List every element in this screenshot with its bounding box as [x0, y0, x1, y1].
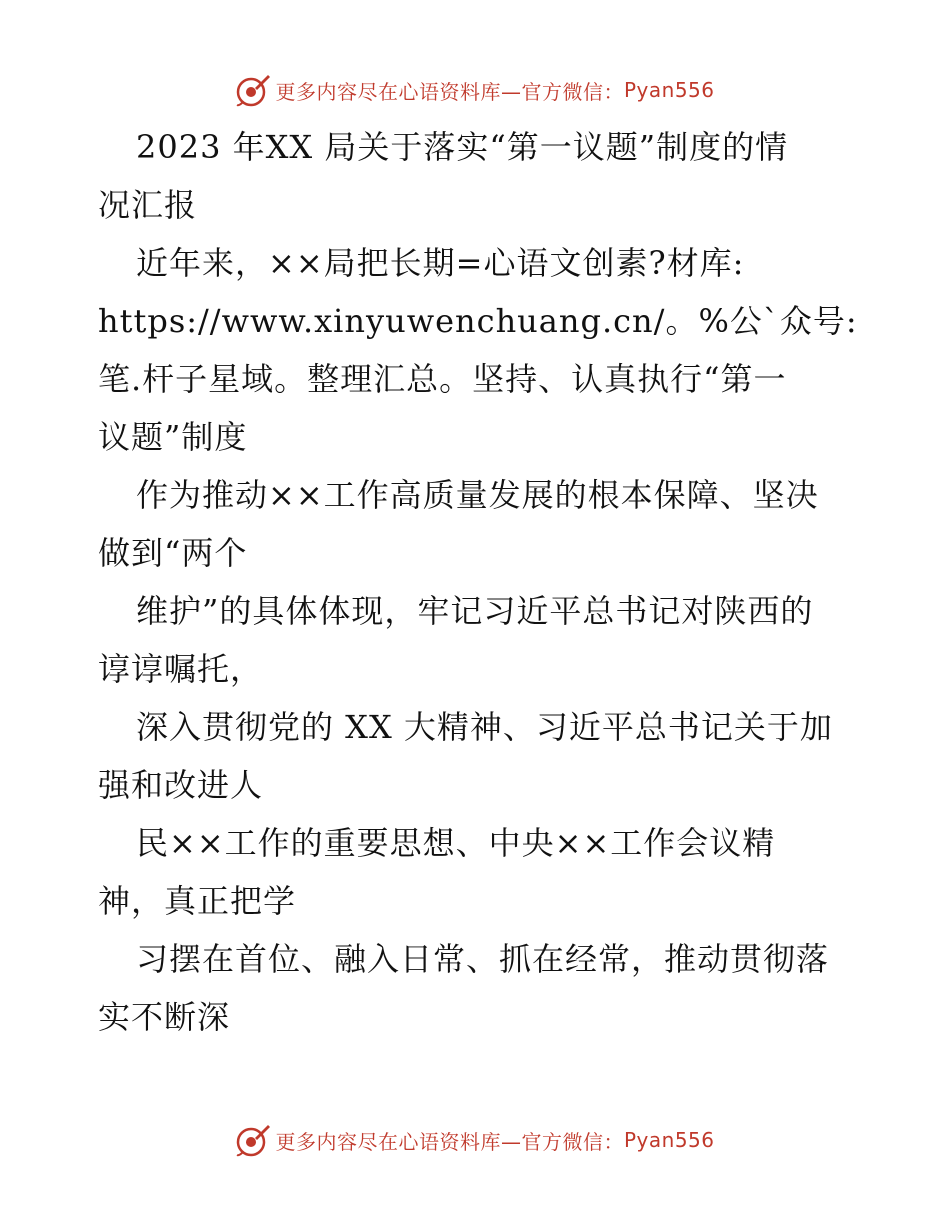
text-line: 谆谆嘱托，	[98, 650, 264, 688]
text-line: 议题”制度	[98, 418, 248, 456]
text-line: 况汇报	[98, 186, 198, 224]
footer-watermark	[0, 1120, 950, 1160]
pen-logo-icon	[235, 1122, 271, 1158]
text-line: 2023 年XX 局关于落实“第一议题”制度的情	[136, 128, 789, 166]
text-line: 笔.杆子星域。整理汇总。坚持、认真执行“第一	[98, 360, 787, 398]
text-line: 作为推动××工作高质量发展的根本保障、坚决	[136, 476, 819, 514]
text-line: 近年来，××局把长期=心语文创素?材库:	[136, 244, 745, 282]
header-watermark	[0, 70, 950, 110]
text-line: 神，真正把学	[98, 882, 297, 920]
pen-logo-icon	[235, 72, 271, 108]
watermark-text: 更多内容尽在心语资料库—官方微信：	[275, 1129, 624, 1154]
text-line: 维护”的具体体现，牢记习近平总书记对陕西的	[136, 592, 814, 630]
watermark-wechat-id: Pyan556	[623, 1128, 715, 1152]
text-line: 民××工作的重要思想、中央××工作会议精	[136, 824, 776, 862]
document-body	[98, 118, 868, 1046]
text-line: 习摆在首位、融入日常、抓在经常，推动贯彻落	[136, 940, 830, 978]
watermark-wechat-id: Pyan556	[623, 78, 715, 102]
watermark-text: 更多内容尽在心语资料库—官方微信：	[275, 79, 624, 104]
text-line: 强和改进人	[98, 766, 264, 804]
text-line: 深入贯彻党的 XX 大精神、习近平总书记关于加	[136, 708, 833, 746]
text-line: 实不断深	[98, 998, 231, 1036]
text-line: https://www.xinyuwenchuang.cn/。%公`众号:	[98, 302, 858, 340]
text-line: 做到“两个	[98, 534, 248, 572]
